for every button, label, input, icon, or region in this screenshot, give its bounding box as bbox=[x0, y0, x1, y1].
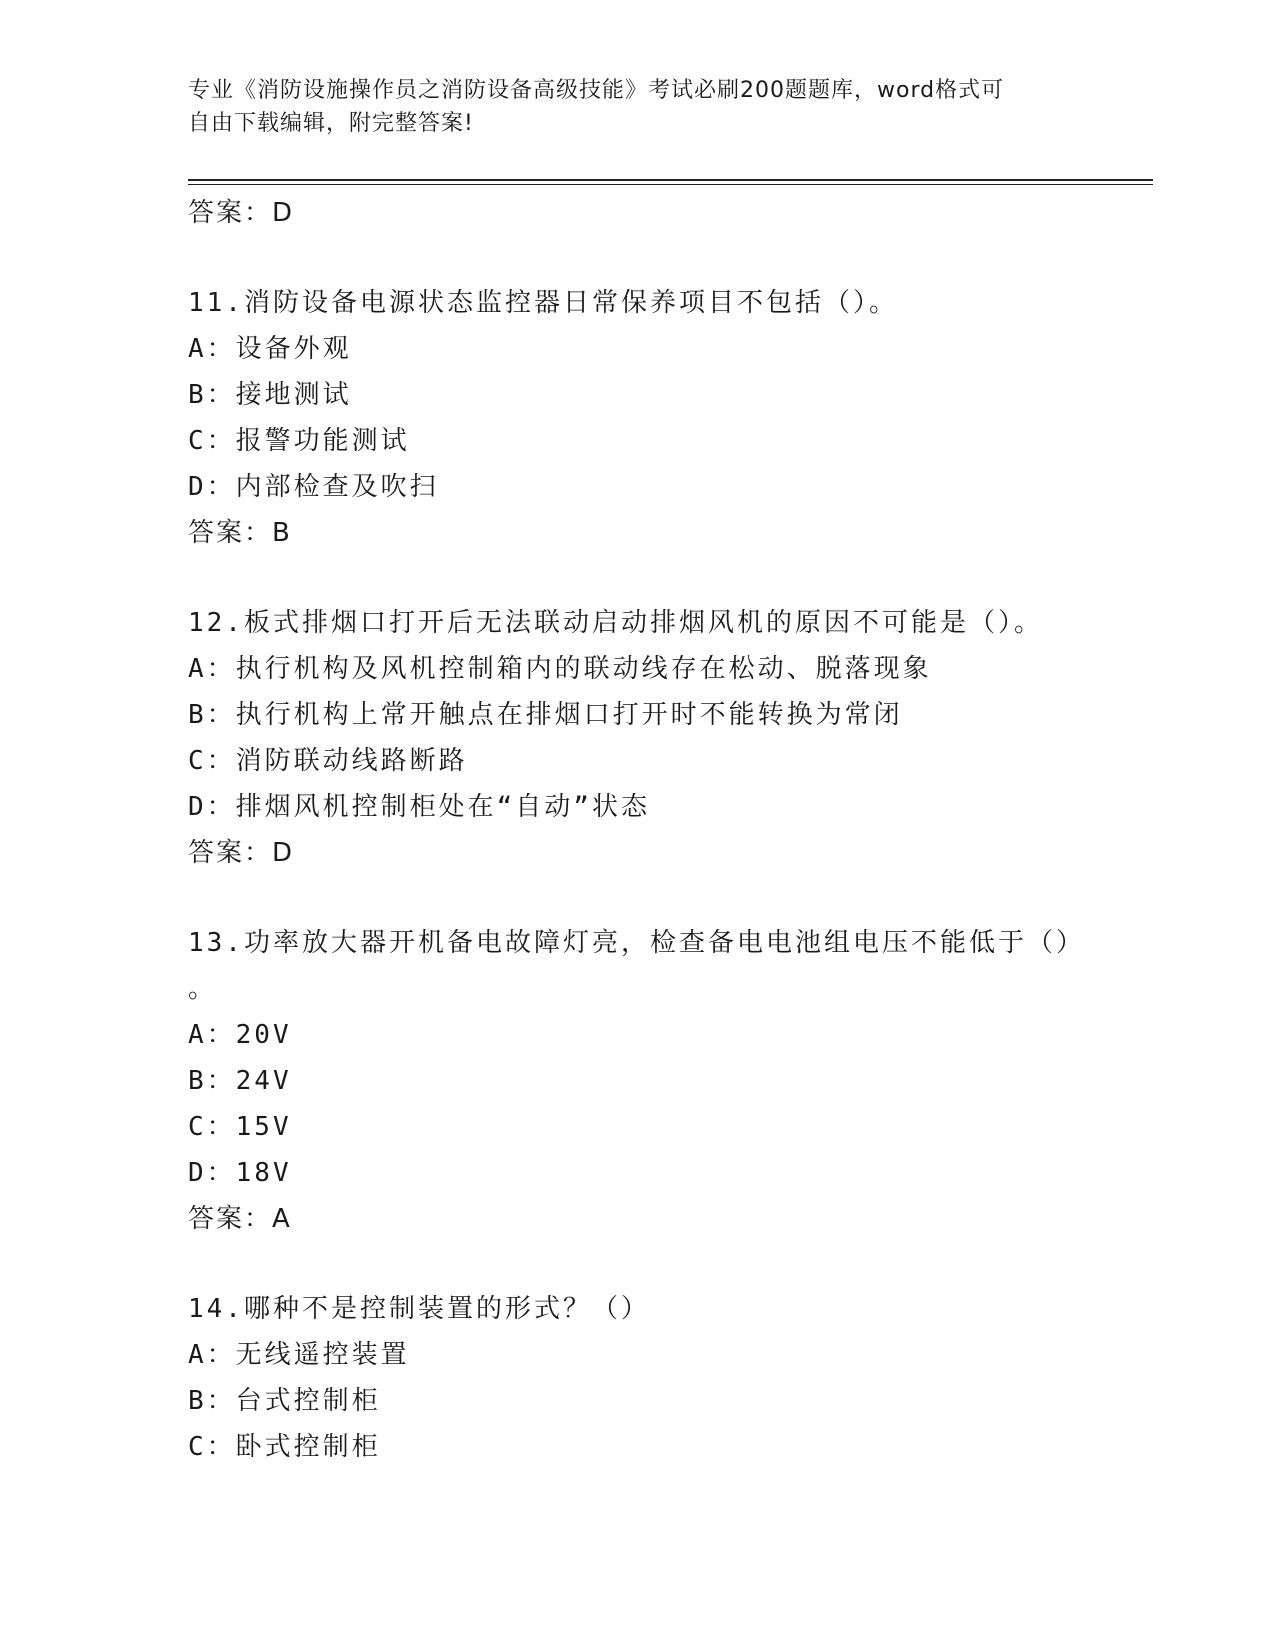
question-title: 14.哪种不是控制装置的形式？（） bbox=[188, 1294, 650, 1324]
option-a: A：执行机构及风机控制箱内的联动线存在松动、脱落现象 bbox=[188, 654, 932, 684]
option-b: B：台式控制柜 bbox=[188, 1386, 381, 1416]
answer-line: 答案：B bbox=[188, 518, 292, 548]
header-line-1: 专业《消防设施操作员之消防设备高级技能》考试必刷200题题库，word格式可 bbox=[188, 78, 1005, 103]
answer-line: 答案：A bbox=[188, 1204, 292, 1234]
question-title: 12.板式排烟口打开后无法联动启动排烟风机的原因不可能是（）。 bbox=[188, 608, 1043, 638]
header-line-2: 自由下载编辑，附完整答案! bbox=[188, 111, 474, 136]
option-b: B：执行机构上常开触点在排烟口打开时不能转换为常闭 bbox=[188, 700, 903, 730]
question-title: 11.消防设备电源状态监控器日常保养项目不包括（）。 bbox=[188, 288, 898, 318]
question-title-continuation: 。 bbox=[188, 974, 218, 1004]
option-c: C：报警功能测试 bbox=[188, 426, 410, 456]
option-d: D：排烟风机控制柜处在“自动”状态 bbox=[188, 792, 650, 822]
option-d: D：内部检查及吹扫 bbox=[188, 472, 439, 502]
option-d: D：18V bbox=[188, 1158, 292, 1188]
option-a: A：无线遥控装置 bbox=[188, 1340, 410, 1370]
question-title: 13.功率放大器开机备电故障灯亮，检查备电电池组电压不能低于（） bbox=[188, 928, 1085, 958]
question-block bbox=[188, 920, 1148, 1242]
option-c: C：卧式控制柜 bbox=[188, 1432, 381, 1462]
option-a: A：设备外观 bbox=[188, 334, 352, 364]
question-block bbox=[188, 600, 1148, 876]
option-a: A：20V bbox=[188, 1020, 292, 1050]
option-b: B：24V bbox=[188, 1066, 292, 1096]
header-divider-thick bbox=[188, 179, 1153, 181]
option-c: C：15V bbox=[188, 1112, 292, 1142]
option-b: B：接地测试 bbox=[188, 380, 352, 410]
question-block bbox=[188, 1286, 1148, 1470]
option-c: C：消防联动线路断路 bbox=[188, 746, 468, 776]
question-list bbox=[188, 190, 1148, 1470]
document-header bbox=[188, 74, 1068, 140]
question-block bbox=[188, 280, 1148, 556]
answer-line: 答案：D bbox=[188, 838, 295, 868]
answer-line: 答案：D bbox=[188, 198, 295, 228]
header-divider-thin bbox=[188, 184, 1153, 185]
